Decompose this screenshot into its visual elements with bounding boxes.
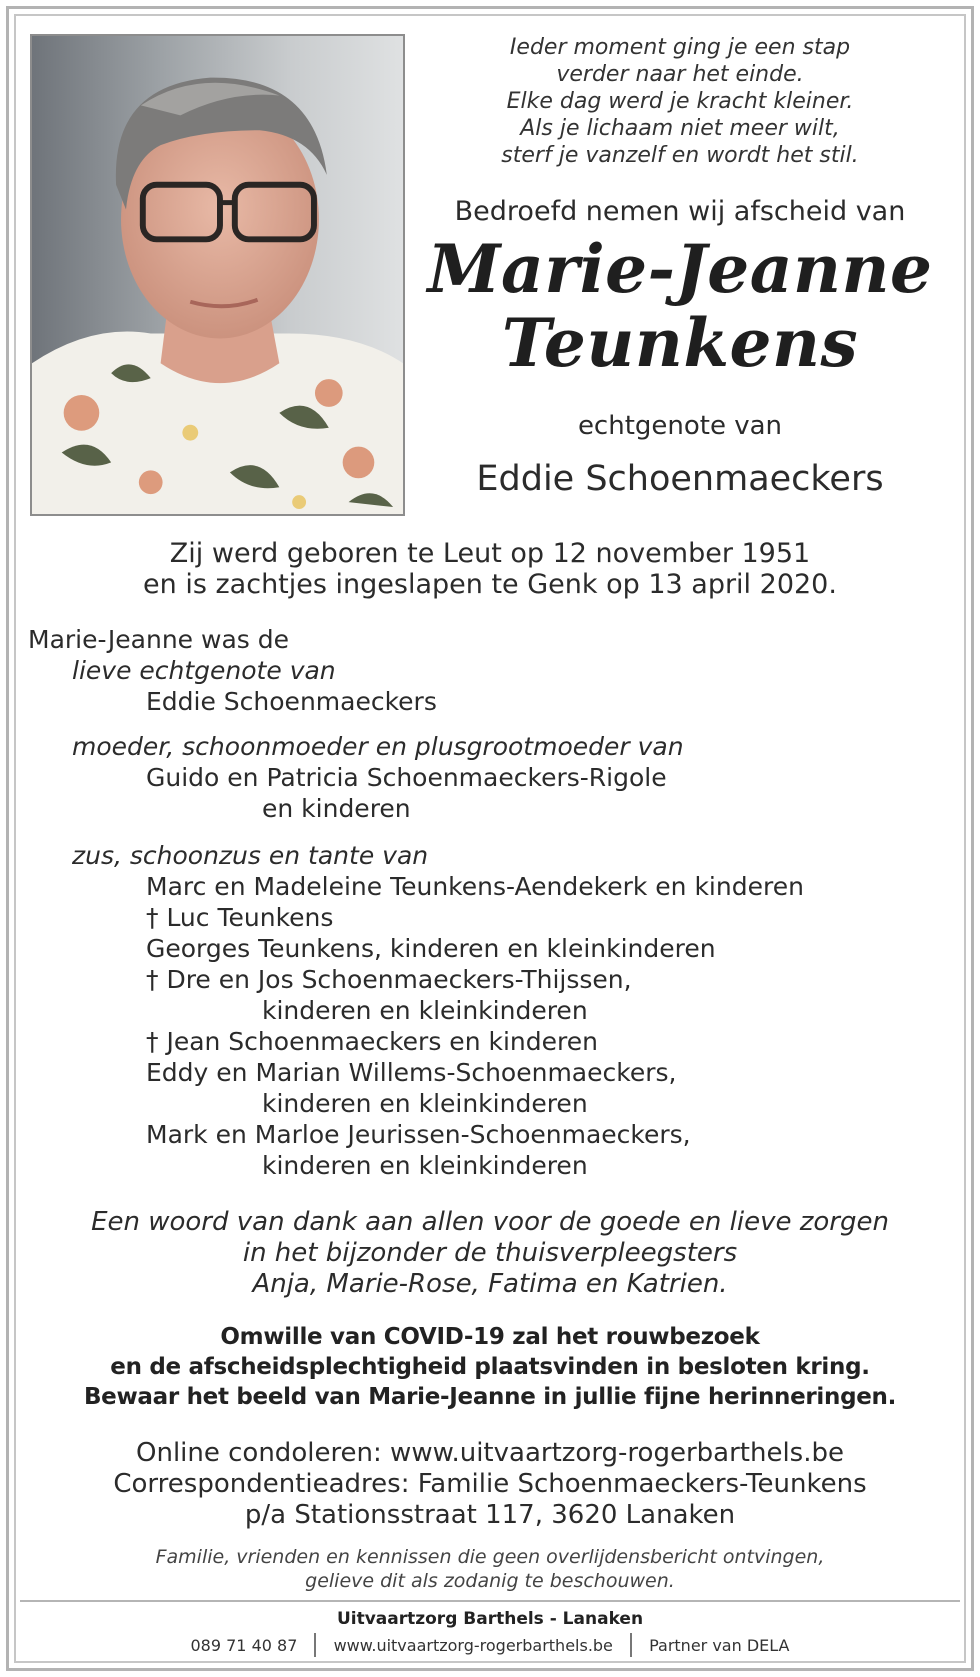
portrait-photo <box>30 34 405 516</box>
footer-website[interactable]: www.uitvaartzorg-rogerbarthels.be <box>333 1636 613 1655</box>
online-condolence: Online condoleren: www.uitvaartzorg-rogerbarthels.be <box>136 1438 844 1468</box>
family-member: † Luc Teunkens <box>146 903 334 932</box>
correspondence-address: Correspondentieadres: Familie Schoenmaeckers-Teunkens <box>113 1469 867 1499</box>
spouse-name: Eddie Schoenmaeckers <box>476 459 884 499</box>
poem-line: sterf je vanzelf en wordt het stil. <box>501 143 859 168</box>
street-address: p/a Stationsstraat 117, 3620 Lanaken <box>244 1500 736 1530</box>
covid-note-line: Bewaar het beeld van Marie-Jeanne in jullie fijne herinneringen. <box>83 1384 897 1410</box>
footer-separator <box>630 1633 632 1657</box>
footer-divider <box>20 1600 960 1602</box>
spouse-intro: echtgenote van <box>577 411 783 441</box>
poem-line: Ieder moment ging je een stap <box>509 35 851 60</box>
family-member: Mark en Marloe Jeurissen-Schoenmaeckers, <box>146 1120 691 1149</box>
portrait-illustration <box>32 36 403 514</box>
family-spouse: Eddie Schoenmaeckers <box>146 687 437 716</box>
family-member: Marc en Madeleine Teunkens-Aendekerk en kinderen <box>146 872 804 901</box>
deceased-first-name: Marie-Jeanne <box>427 230 933 308</box>
family-member: kinderen en kleinkinderen <box>262 1089 588 1118</box>
covid-note-line: Omwille van COVID-19 zal het rouwbezoek <box>220 1324 760 1350</box>
family-member: kinderen en kleinkinderen <box>262 996 588 1025</box>
intro-text: Bedroefd nemen wij afscheid van <box>454 196 906 227</box>
disclaimer-line: Familie, vrienden en kennissen die geen overlijdensbericht ontvingen, <box>155 1546 825 1568</box>
family-member: † Dre en Jos Schoenmaeckers-Thijssen, <box>146 965 632 994</box>
siblings-heading: zus, schoonzus en tante van <box>72 841 429 870</box>
footer-separator <box>314 1633 316 1657</box>
disclaimer-line: gelieve dit als zodanig te beschouwen. <box>305 1570 675 1592</box>
funeral-home-name: Uitvaartzorg Barthels - Lanaken <box>336 1609 644 1629</box>
family-member: kinderen en kleinkinderen <box>262 1151 588 1180</box>
footer-partner: Partner van DELA <box>649 1636 790 1655</box>
poem <box>420 34 940 169</box>
family-member: Eddy en Marian Willems-Schoenmaeckers, <box>146 1058 677 1087</box>
death-line: en is zachtjes ingeslapen te Genk op 13 april 2020. <box>143 569 837 600</box>
thanks-line: Anja, Marie-Rose, Fatima en Katrien. <box>252 1269 728 1299</box>
children-heading: moeder, schoonmoeder en plusgrootmoeder van <box>72 732 684 761</box>
family-member: Georges Teunkens, kinderen en kleinkinderen <box>146 934 716 963</box>
family-member: en kinderen <box>262 794 411 823</box>
footer-contact-row <box>20 1633 960 1659</box>
poem-line: Elke dag werd je kracht kleiner. <box>506 89 854 114</box>
poem-line: verder naar het einde. <box>556 62 804 87</box>
poem-line: Als je lichaam niet meer wilt, <box>520 116 840 141</box>
family-member: Guido en Patricia Schoenmaeckers-Rigole <box>146 763 667 792</box>
thanks-line: in het bijzonder de thuisverpleegsters <box>242 1238 738 1268</box>
footer-phone[interactable]: 089 71 40 87 <box>190 1636 298 1655</box>
family-intro: Marie-Jeanne was de <box>28 625 289 654</box>
birth-line: Zij werd geboren te Leut op 12 november 1951 <box>169 538 811 569</box>
deceased-last-name: Teunkens <box>501 304 859 382</box>
thanks-line: Een woord van dank aan allen voor de goede en lieve zorgen <box>91 1207 889 1237</box>
covid-note-line: en de afscheidsplechtigheid plaatsvinden in besloten kring. <box>110 1354 870 1380</box>
family-member: † Jean Schoenmaeckers en kinderen <box>146 1027 598 1056</box>
spouse-heading: lieve echtgenote van <box>72 656 336 685</box>
